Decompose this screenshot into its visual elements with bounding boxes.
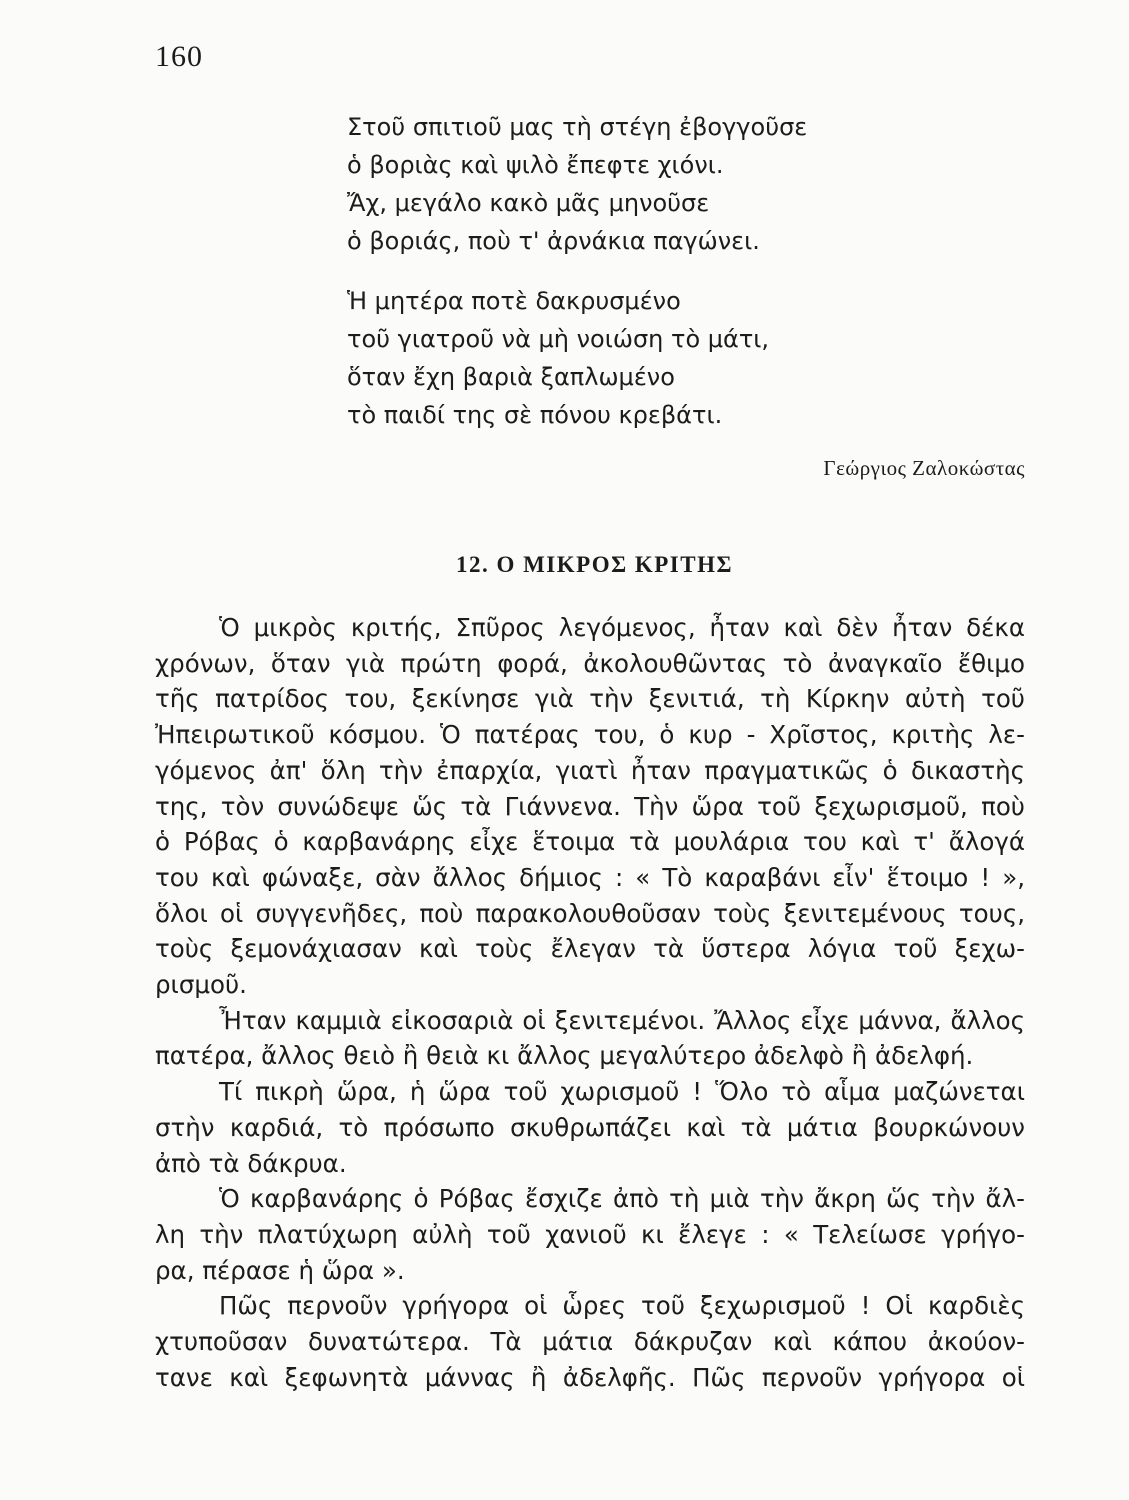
paragraph-line: του καὶ φώναξε, σὰν ἄλλος δήμιος : « Τὸ καραβάνι εἶν' ἕτοιμο ! », bbox=[155, 862, 1025, 892]
paragraph-line: ρισμοῦ. bbox=[155, 970, 247, 1000]
paragraph-line: τῆς πατρίδος του, ξεκίνησε γιὰ τὴν ξενιτιά, τὴ Κίρκην αὐτὴ τοῦ bbox=[155, 684, 1025, 714]
paragraph-line: στὴν καρδιά, τὸ πρόσωπο σκυθρωπάζει καὶ τὰ μάτια βουρκώνουν bbox=[155, 1112, 1025, 1142]
poem-line: Ἄχ, μεγάλο κακὸ μᾶς μηνοῦσε bbox=[347, 189, 710, 217]
paragraph-line: ὅλοι οἱ συγγενῆδες, ποὺ παρακολουθοῦσαν τοὺς ξενιτεμένους τους, bbox=[155, 898, 1025, 928]
poem-line: τοῦ γιατροῦ νὰ μὴ νοιώση τὸ μάτι, bbox=[347, 325, 770, 353]
chapter-title: 12. Ο ΜΙΚΡΟΣ ΚΡΙΤΗΣ bbox=[455, 552, 734, 577]
paragraph-line: ρα, πέρασε ἡ ὥρα ». bbox=[155, 1255, 405, 1285]
poem-line: ὁ βοριὰς καὶ ψιλὸ ἔπεφτε χιόνι. bbox=[347, 151, 724, 179]
paragraph-line: Ἠπειρωτικοῦ κόσμου. Ὁ πατέρας του, ὁ κυρ - Χρῖστος, κριτὴς λε- bbox=[155, 720, 1025, 750]
poem-stanza-2 bbox=[347, 282, 769, 434]
poem-line: Στοῦ σπιτιοῦ μας τὴ στέγη ἐβογγοῦσε bbox=[347, 113, 808, 141]
poem-author: Γεώργιος Ζαλοκώστας bbox=[823, 456, 1025, 480]
poem-stanza-1 bbox=[347, 108, 807, 260]
paragraph-line: Ὁ καρβανάρης ὁ Ρόβας ἔσχιζε ἀπὸ τὴ μιὰ τὴν ἄκρη ὥς τὴν ἄλ- bbox=[219, 1184, 1025, 1214]
paragraph-line: Πῶς περνοῦν γρήγορα οἱ ὧρες τοῦ ξεχωρισμοῦ ! Οἱ καρδιὲς bbox=[219, 1291, 1025, 1321]
paragraph-line: γόμενος ἀπ' ὅλη τὴν ἐπαρχία, γιατὶ ἦταν πραγματικῶς ὁ δικαστὴς bbox=[155, 755, 1025, 785]
paragraph-line: ὁ Ρόβας ὁ καρβανάρης εἶχε ἕτοιμα τὰ μουλάρια του καὶ τ' ἄλογά bbox=[155, 827, 1025, 857]
poem-line: Ἡ μητέρα ποτὲ δακρυσμένο bbox=[347, 287, 681, 315]
paragraph-line: Τί πικρὴ ὥρα, ἡ ὥρα τοῦ χωρισμοῦ ! Ὅλο τὸ αἷμα μαζώνεται bbox=[219, 1077, 1025, 1107]
paragraph-line: της, τὸν συνώδεψε ὥς τὰ Γιάννενα. Τὴν ὥρα τοῦ ξεχωρισμοῦ, ποὺ bbox=[155, 791, 1025, 821]
poem-line: ὁ βοριάς, ποὺ τ' ἀρνάκια παγώνει. bbox=[347, 227, 760, 255]
paragraph-line: λη τὴν πλατύχωρη αὐλὴ τοῦ χανιοῦ κι ἔλεγε : « Τελείωσε γρήγο- bbox=[155, 1219, 1025, 1249]
paragraph-line: τοὺς ξεμονάχιασαν καὶ τοὺς ἔλεγαν τὰ ὕστερα λόγια τοῦ ξεχω- bbox=[155, 934, 1025, 964]
paragraph-line: πατέρα, ἄλλος θειὸ ἢ θειὰ κι ἄλλος μεγαλύτερο ἀδελφὸ ἢ ἀδελφή. bbox=[155, 1041, 974, 1071]
chapter-body bbox=[155, 610, 1025, 1395]
paragraph-line: χρόνων, ὅταν γιὰ πρώτη φορά, ἀκολουθῶντας τὸ ἀναγκαῖο ἔθιμο bbox=[155, 648, 1025, 678]
paragraph-line: τανε καὶ ξεφωνητὰ μάννας ἢ ἀδελφῆς. Πῶς περνοῦν γρήγορα οἱ bbox=[155, 1362, 1025, 1392]
paragraph-line: ἀπὸ τὰ δάκρυα. bbox=[155, 1148, 347, 1178]
paragraph-line: Ἦταν καμμιὰ εἰκοσαριὰ οἱ ξενιτεμένοι. Ἄλλος εἶχε μάννα, ἄλλος bbox=[219, 1005, 1025, 1035]
paragraph-line: Ὁ μικρὸς κριτής, Σπῦρος λεγόμενος, ἦταν καὶ δὲν ἦταν δέκα bbox=[219, 613, 1025, 642]
poem-line: τὸ παιδί της σὲ πόνου κρεβάτι. bbox=[347, 401, 723, 429]
poem-line: ὅταν ἔχη βαριὰ ξαπλωμένο bbox=[347, 363, 675, 391]
page-number: 160 bbox=[155, 40, 203, 73]
paragraph-line: χτυποῦσαν δυνατώτερα. Τὰ μάτια δάκρυζαν καὶ κάπου ἀκούον- bbox=[155, 1327, 1025, 1357]
